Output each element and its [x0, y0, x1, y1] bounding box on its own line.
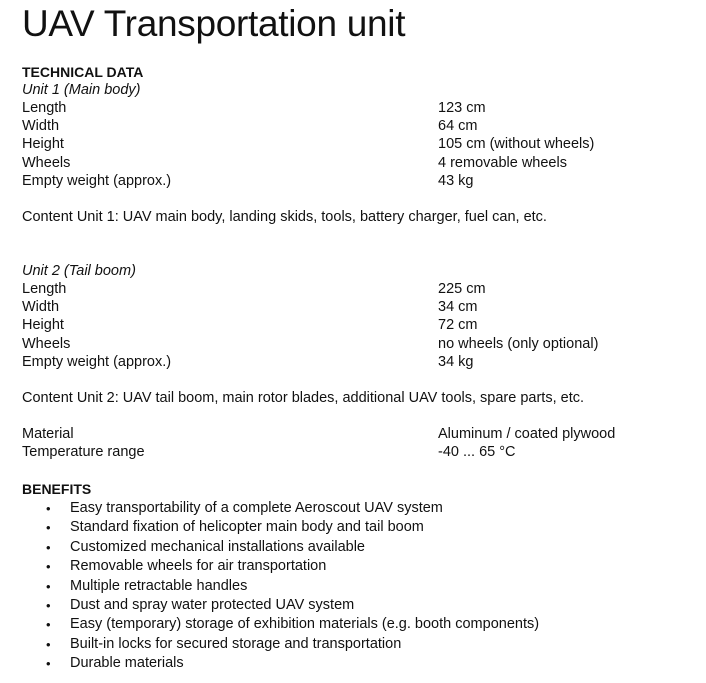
spec-value: 64 cm — [438, 118, 478, 135]
spec-label: Length — [22, 281, 67, 297]
spec-row — [22, 443, 682, 461]
spec-label: Empty weight (approx.) — [22, 172, 172, 189]
spec-label: Width — [22, 299, 60, 316]
spec-row — [22, 154, 682, 172]
benefits-heading: BENEFITS — [22, 481, 92, 497]
spec-row — [22, 135, 682, 153]
unit2-content: Content Unit 2: UAV tail boom, main rotor blades, additional UAV tools, spare parts, etc. — [22, 390, 585, 406]
list-item — [22, 615, 539, 634]
list-item — [22, 557, 539, 576]
benefit-text: Easy (temporary) storage of exhibition materials (e.g. booth components) — [70, 616, 540, 633]
bullet-icon: • — [46, 520, 51, 536]
bullet-icon: • — [46, 636, 51, 652]
list-item — [22, 538, 539, 557]
list-item — [22, 518, 539, 537]
page-title: UAV Transportation unit — [22, 3, 406, 44]
spec-value: 225 cm — [438, 281, 486, 297]
benefit-text: Standard fixation of helicopter main body and tail boom — [70, 519, 424, 536]
spec-value: 72 cm — [438, 317, 478, 334]
spec-row — [22, 99, 682, 117]
general-spec-table — [22, 425, 682, 461]
spec-value: no wheels (only optional) — [438, 335, 599, 352]
spec-label: Material — [22, 426, 74, 442]
spec-row — [22, 298, 682, 316]
list-item — [22, 499, 539, 518]
spec-value: 105 cm (without wheels) — [438, 136, 595, 153]
spec-row — [22, 353, 682, 371]
spec-label: Wheels — [22, 335, 71, 352]
unit1-spec-table — [22, 99, 682, 190]
spec-value: 34 kg — [438, 353, 474, 370]
spec-row — [22, 335, 682, 353]
spec-row — [22, 425, 682, 443]
benefit-text: Multiple retractable handles — [70, 577, 248, 594]
bullet-icon: • — [46, 559, 51, 575]
unit2-heading: Unit 2 (Tail boom) — [22, 263, 136, 279]
spec-label: Temperature range — [22, 444, 145, 461]
bullet-icon: • — [46, 597, 51, 613]
benefits-list — [22, 499, 539, 674]
spec-row — [22, 280, 682, 298]
bullet-icon: • — [46, 501, 51, 516]
spec-label: Height — [22, 317, 64, 334]
list-item — [22, 654, 539, 673]
spec-value: 43 kg — [438, 172, 474, 189]
spec-row — [22, 117, 682, 135]
list-item — [22, 577, 539, 596]
list-item — [22, 596, 539, 615]
benefit-text: Removable wheels for air transportation — [70, 558, 327, 575]
spec-value: 123 cm — [438, 100, 486, 116]
unit1-heading: Unit 1 (Main body) — [22, 82, 141, 98]
spec-value: 34 cm — [438, 299, 478, 316]
spec-label: Empty weight (approx.) — [22, 353, 172, 370]
technical-data-heading: TECHNICAL DATA — [22, 64, 144, 80]
benefit-text: Easy transportability of a complete Aeroscout UAV system — [70, 500, 443, 516]
bullet-icon: • — [46, 578, 51, 594]
bullet-icon: • — [46, 617, 51, 633]
spec-value: -40 ... 65 °C — [438, 444, 516, 461]
spec-value: Aluminum / coated plywood — [438, 426, 616, 442]
unit2-spec-table — [22, 280, 682, 371]
benefit-text: Customized mechanical installations available — [70, 538, 365, 555]
bullet-icon: • — [46, 656, 51, 672]
spec-value: 4 removable wheels — [438, 154, 567, 171]
bullet-icon: • — [46, 539, 51, 555]
spec-label: Length — [22, 100, 67, 116]
spec-label: Width — [22, 118, 60, 135]
benefit-text: Dust and spray water protected UAV system — [70, 596, 355, 613]
spec-row — [22, 172, 682, 190]
unit1-content: Content Unit 1: UAV main body, landing skids, tools, battery charger, fuel can, etc. — [22, 209, 547, 225]
spec-row — [22, 316, 682, 334]
benefit-text: Built-in locks for secured storage and transportation — [70, 635, 402, 652]
spec-label: Wheels — [22, 154, 71, 171]
list-item — [22, 635, 539, 654]
benefit-text: Durable materials — [70, 655, 184, 672]
spec-label: Height — [22, 136, 64, 153]
